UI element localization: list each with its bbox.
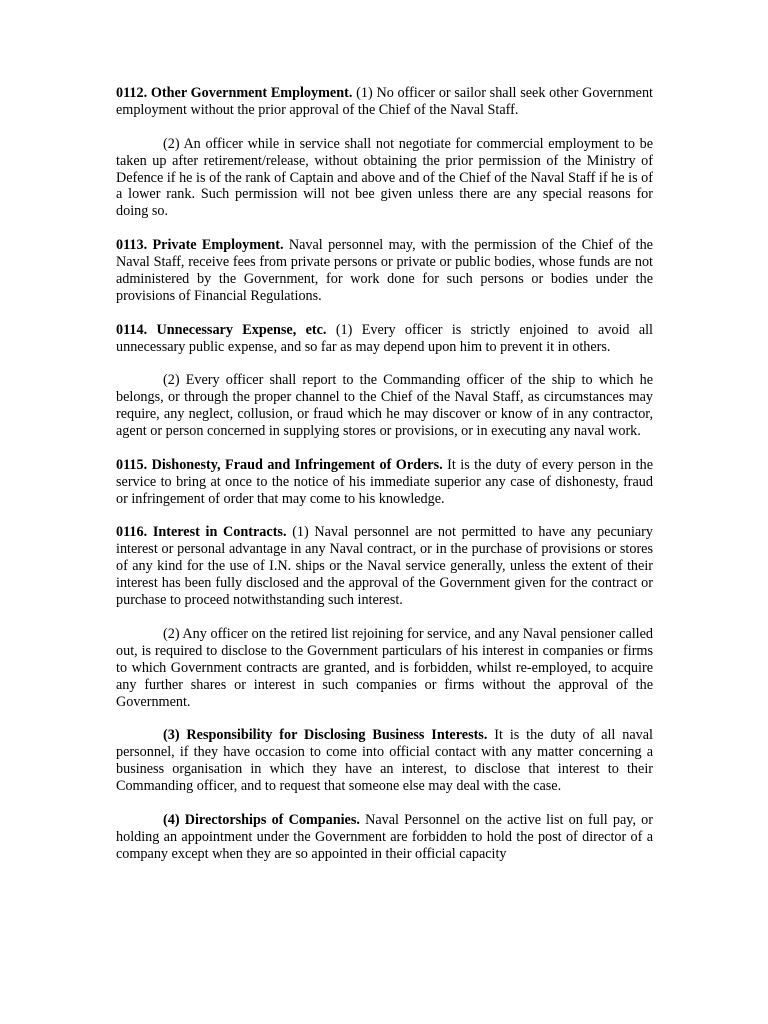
- paragraph-0116-3: [116, 727, 653, 795]
- paragraph-text: Naval personnel may, with the permission of the Chief of the Naval Staff, receive fees from private persons or private or public bodies, whose funds are not administered by the Government, for work done for such persons or bodies under the provisions of Financial Regulations.: [116, 237, 653, 304]
- paragraph-text: (2) Any officer on the retired list rejoining for service, and any Naval pensioner called out, is required to disclose to the Government particulars of his interest in companies or firms to which Government contracts are granted, and is forbidden, whilst re-employed, to acquire any further shares or interest in such companies or firms without the approval of the Government.: [116, 625, 653, 710]
- paragraph-0116-2: [116, 626, 653, 711]
- paragraph-text: Naval Personnel on the active list on full pay, or holding an appointment under the Government are forbidden to hold the post of director of a company except when they are so appointed in their official capacity: [116, 811, 653, 862]
- section-heading: 0114. Unnecessary Expense, etc.: [116, 321, 327, 338]
- paragraph-0113: [116, 237, 653, 305]
- paragraph-text: (1) Naval personnel are not permitted to have any pecuniary interest or personal advantage in any Naval contract, or in the purchase of provisions or stores of any kind for the use of I.N. ships or the Naval service generally, unless the extent of their interest has been fully disclosed and the approval of the Government given for the contract or purchase to proceed notwithstanding such interest.: [116, 524, 653, 609]
- paragraph-text: It is the duty of every person in the service to bring at once to the notice of his immediate superior any case of dishonesty, fraud or infringement of order that may come to his knowledge.: [116, 456, 653, 507]
- paragraph-0114: [116, 322, 653, 356]
- paragraph-0116: [116, 524, 653, 609]
- paragraph-text: It is the duty of all naval personnel, if they have occasion to come into official contact with any matter concerning a business organisation in which they have an interest, to disclose that interest to their Commanding officer, and to request that someone else may deal with the case.: [116, 727, 653, 795]
- section-heading: 0112. Other Government Employment.: [116, 85, 353, 101]
- section-heading: (4) Directorships of Companies.: [163, 811, 360, 828]
- section-heading: 0115. Dishonesty, Fraud and Infringement of Orders.: [116, 456, 443, 473]
- paragraph-0116-4: [116, 812, 653, 863]
- paragraph-0112-2: [116, 136, 653, 221]
- section-heading: 0116. Interest in Contracts.: [116, 524, 287, 541]
- paragraph-0112: [116, 85, 653, 119]
- paragraph-0115: [116, 457, 653, 508]
- paragraph-0114-2: [116, 372, 653, 440]
- paragraph-text: (1) No officer or sailor shall seek other Government employment without the prior approval of the Chief of the Naval Staff.: [116, 85, 653, 118]
- paragraph-text: (2) An officer while in service shall not negotiate for commercial employment to be taken up after retirement/release, without obtaining the prior permission of the Ministry of Defence if he is of the rank of Captain and above and of the Chief of the Naval Staff if he is of a lower rank. Such permission will not bee given unless there are any special reasons for doing so.: [116, 135, 653, 220]
- document-page: [116, 85, 653, 879]
- section-heading: 0113. Private Employment.: [116, 237, 284, 254]
- section-heading: (3) Responsibility for Disclosing Business Interests.: [163, 727, 488, 744]
- paragraph-text: (1) Every officer is strictly enjoined to avoid all unnecessary public expense, and so far as may depend upon him to prevent it in others.: [116, 321, 653, 355]
- paragraph-text: (2) Every officer shall report to the Commanding officer of the ship to which he belongs, or through the proper channel to the Chief of the Naval Staff, as circumstances may require, any neglect, collusion, or fraud which he may discover or know of in any contractor, agent or person concerned in supplying stores or provisions, or in executing any naval work.: [116, 372, 653, 440]
